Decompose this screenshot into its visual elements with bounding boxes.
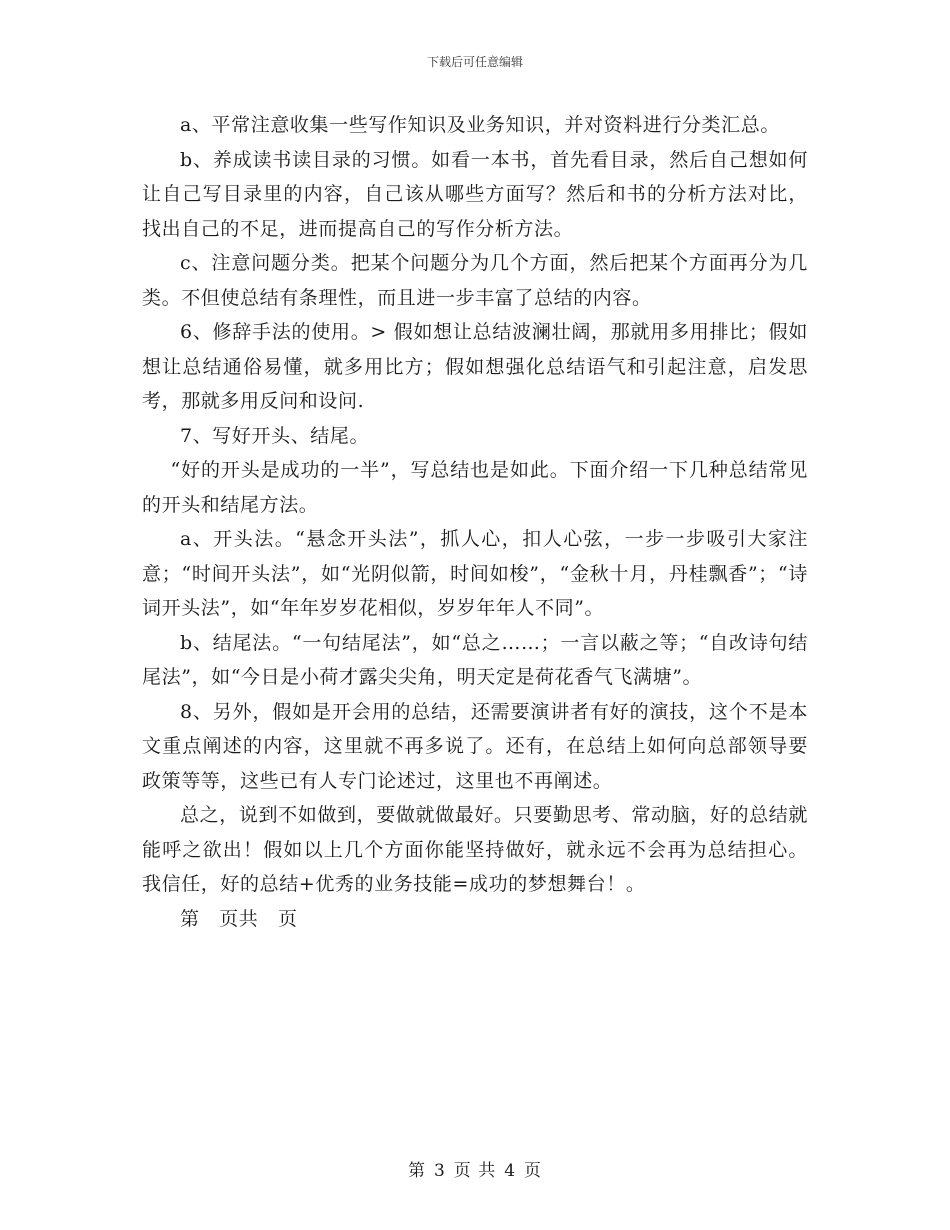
paragraph-a-collect: a、平常注意收集一些写作知识及业务知识，并对资料进行分类汇总。 <box>180 114 780 136</box>
paragraph-conclusion: 总之，说到不如做到，要做就做最好。只要勤思考、常动脑，好的总结就能呼之欲出！假如以上几个方面你能坚持做好，就永远不会再为总结担心。我信任，好的总结+优秀的业务技能=成功的梦想舞台！。 <box>142 804 808 895</box>
footer-middle: 页 共 <box>453 1161 497 1181</box>
document-body <box>142 108 808 936</box>
footer-prefix: 第 <box>407 1161 426 1181</box>
paragraph-6-rhetoric: 6、修辞手法的使用。> 假如想让总结波澜壮阔，那就用多用排比；假如想让总结通俗易懂，就多用比方；假如想强化总结语气和引起注意，启发思考，那就多用反问和设问. <box>142 321 808 412</box>
page-header: 下载后可任意编辑 <box>426 55 523 69</box>
footer-current-page: 3 <box>433 1161 446 1181</box>
paragraph-a-opening-method: a、开头法。“悬念开头法”，抓人心，扣人心弦，一步一步吸引大家注意；“时间开头法”，如“光阴似箭，时间如梭”，“金秋十月，丹桂飘香”；“诗词开头法”，如“年年岁岁花相似，岁岁年年人不同”。 <box>142 528 808 619</box>
footer-suffix: 页 <box>524 1161 543 1181</box>
paragraph-8-other: 8、另外，假如是开会用的总结，还需要演讲者有好的演技，这个不是本文重点阐述的内容，这里就不再多说了。还有，在总结上如何向总部领导要政策等等，这些已有人专门论述过，这里也不再阐述。 <box>142 700 808 792</box>
inline-page-marker: 第 页共 页 <box>180 907 298 930</box>
page-footer <box>0 1156 950 1181</box>
paragraph-good-opening: “好的开头是成功的一半”，写总结也是如此。下面介绍一下几种总结常见的开头和结尾方法。 <box>142 459 808 516</box>
paragraph-c-classify: c、注意问题分类。把某个问题分为几个方面，然后把某个方面再分为几类。不但使总结有条理性，而且进一步丰富了总结的内容。 <box>142 252 808 309</box>
footer-total-pages: 4 <box>504 1161 517 1181</box>
paragraph-b-read-toc: b、养成读书读目录的习惯。如看一本书，首先看目录，然后自己想如何让自己写目录里的内容，自己该从哪些方面写？然后和书的分析方法对比，找出自己的不足，进而提高自己的写作分析方法。 <box>142 148 808 240</box>
paragraph-b-ending-method: b、结尾法。“一句结尾法”，如“总之……；一言以蔽之等；“自改诗句结尾法”，如“今日是小荷才露尖尖角，明天定是荷花香气飞满塘”。 <box>142 631 808 688</box>
paragraph-7-heading: 7、写好开头、结尾。 <box>180 424 370 447</box>
